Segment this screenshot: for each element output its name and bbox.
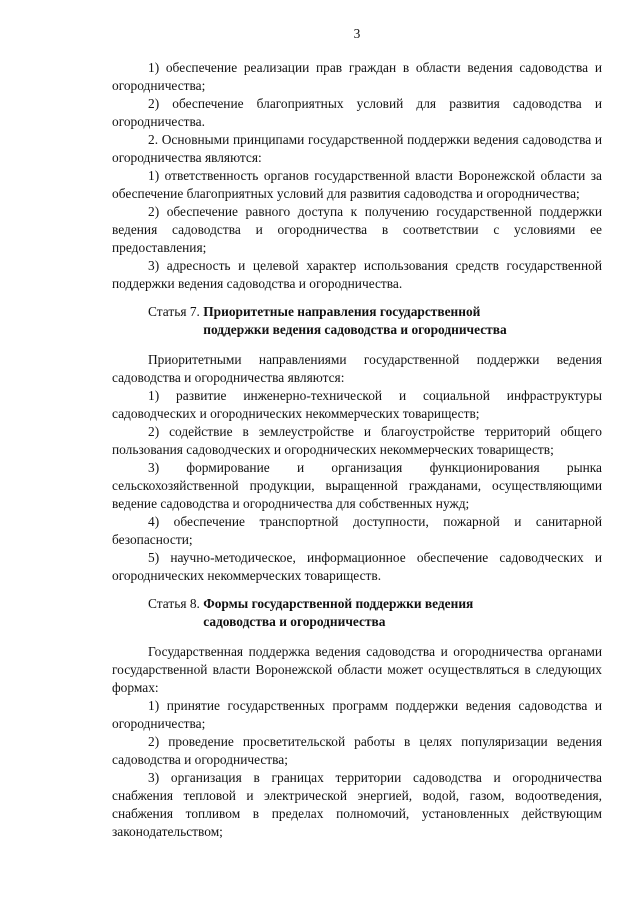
article-title-line: поддержки ведения садоводства и огородничества <box>203 322 507 337</box>
paragraph: 1) ответственность органов государственной власти Воронежской области за обеспечение благоприятных условий для развития садоводства и огородничества; <box>112 168 602 201</box>
article-8-body <box>112 643 602 841</box>
paragraph: 1) развитие инженерно-технической и социальной инфраструктуры садоводческих и огороднических некоммерческих товариществ; <box>112 388 602 421</box>
paragraph: Приоритетными направлениями государственной поддержки ведения садоводства и огородничества являются: <box>112 352 602 385</box>
paragraph: 3) организация в границах территории садоводства и огородничества снабжения тепловой и электрической энергией, водой, газом, водоотведения, снабжения топливом в пределах полномочий, установленных действующим законодательством; <box>112 770 602 839</box>
article-title-line: Формы государственной поддержки ведения <box>203 596 474 611</box>
paragraph: 2) обеспечение благоприятных условий для развития садоводства и огородничества. <box>112 96 602 129</box>
article-label: Статья 7. <box>148 304 204 319</box>
paragraph: 3) адресность и целевой характер использования средств государственной поддержки ведения садоводства и огородничества. <box>112 258 602 291</box>
paragraph: Государственная поддержка ведения садоводства и огородничества органами государственной власти Воронежской области может осуществляться в следующих формах: <box>112 644 602 695</box>
article-8-heading <box>112 595 602 631</box>
article-7-heading <box>112 303 602 339</box>
article-7-body <box>112 351 602 585</box>
paragraph: 2) проведение просветительской работы в целях популяризации ведения садоводства и огородничества; <box>112 734 602 767</box>
paragraph: 4) обеспечение транспортной доступности, пожарной и санитарной безопасности; <box>112 514 602 547</box>
paragraph: 2) обеспечение равного доступа к получению государственной поддержки ведения садоводства и огородничества в соответствии с условиями ее предоставления; <box>112 204 602 255</box>
article-title <box>203 595 602 631</box>
article-title <box>203 303 602 339</box>
paragraph: 5) научно-методическое, информационное обеспечение садоводческих и огороднических некоммерческих товариществ. <box>112 550 602 583</box>
article-title-line: Приоритетные направления государственной <box>203 304 481 319</box>
paragraph: 1) принятие государственных программ поддержки ведения садоводства и огородничества; <box>112 698 602 731</box>
article-label: Статья 8. <box>148 596 204 611</box>
article-title-line: садоводства и огородничества <box>203 614 386 629</box>
principles-section <box>112 59 602 293</box>
paragraph: 2) содействие в землеустройстве и благоустройстве территорий общего пользования садоводческих и огороднических некоммерческих товариществ; <box>112 424 602 457</box>
paragraph: 2. Основными принципами государственной поддержки ведения садоводства и огородничества являются: <box>112 132 602 165</box>
page-number: 3 <box>353 26 361 41</box>
paragraph: 1) обеспечение реализации прав граждан в области ведения садоводства и огородничества; <box>112 60 602 93</box>
paragraph: 3) формирование и организация функционирования рынка сельскохозяйственной продукции, выращенной гражданами, осуществляющими ведение садоводства и огородничества для собственных нужд; <box>112 460 602 511</box>
